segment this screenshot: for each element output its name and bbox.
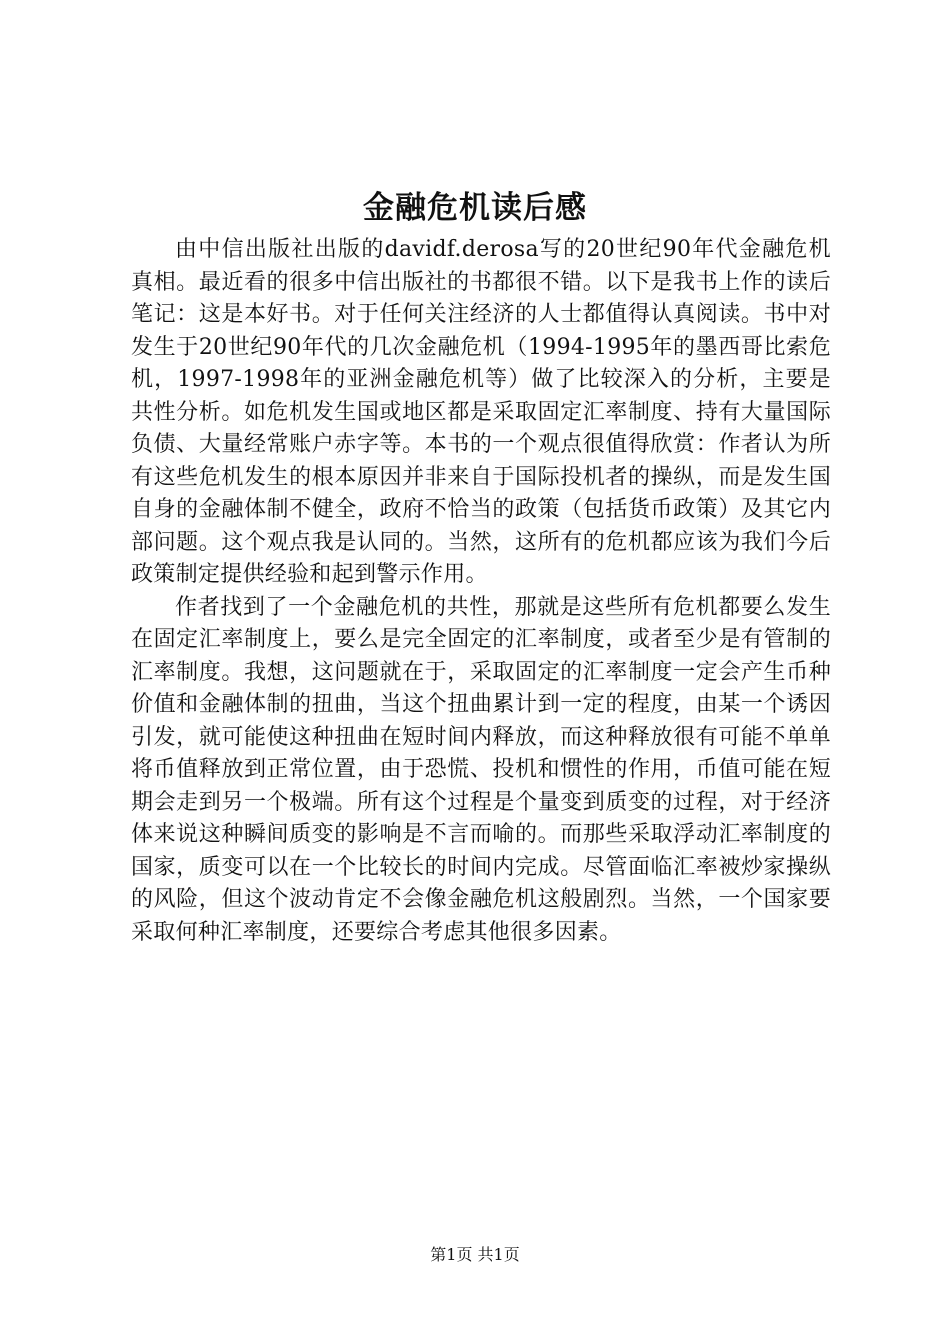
document-title: 金融危机读后感 [363, 190, 587, 226]
paragraph-2: 作者找到了一个金融危机的共性，那就是这些所有危机都要么发生在固定汇率制度上，要么是完全固定的汇率制度，或者至少是有管制的汇率制度。我想，这问题就在于，采取固定的汇率制度一定会产生币种价值和金融体制的扭曲，当这个扭曲累计到一定的程度，由某一个诱因引发，就可能使这种扭曲在短时间内释放，而这种释放很有可能不单单将币值释放到正常位置，由于恐慌、投机和惯性的作用，币值可能在短期会走到另一个极端。所有这个过程是个量变到质变的过程，对于经济体来说这种瞬间质变的影响是不言而喻的。而那些采取浮动汇率制度的国家，质变可以在一个比较长的时间内完成。尽管面临汇率被炒家操纵的风险，但这个波动肯定不会像金融危机这般剧烈。当然，一个国家要采取何种汇率制度，还要综合考虑其他很多因素。 [131, 594, 831, 945]
paragraph-1: 由中信出版社出版的davidf.derosa写的20世纪90年代金融危机真相。最近看的很多中信出版社的书都很不错。以下是我书上作的读后笔记：这是本好书。对于任何关注经济的人士都值得认真阅读。书中对发生于20世纪90年代的几次金融危机（1994-1995年的墨西哥比索危机，1997-1998年的亚洲金融危机等）做了比较深入的分析，主要是共性分析。如危机发生国或地区都是采取固定汇率制度、持有大量国际负债、大量经常账户赤字等。本书的一个观点很值得欣赏：作者认为所有这些危机发生的根本原因并非来自于国际投机者的操纵，而是发生国自身的金融体制不健全，政府不恰当的政策（包括货币政策）及其它内部问题。这个观点我是认同的。当然，这所有的危机都应该为我们今后政策制定提供经验和起到警示作用。 [131, 237, 831, 587]
page-number-footer: 第1页 共1页 [430, 1245, 520, 1264]
document-body [131, 234, 831, 949]
